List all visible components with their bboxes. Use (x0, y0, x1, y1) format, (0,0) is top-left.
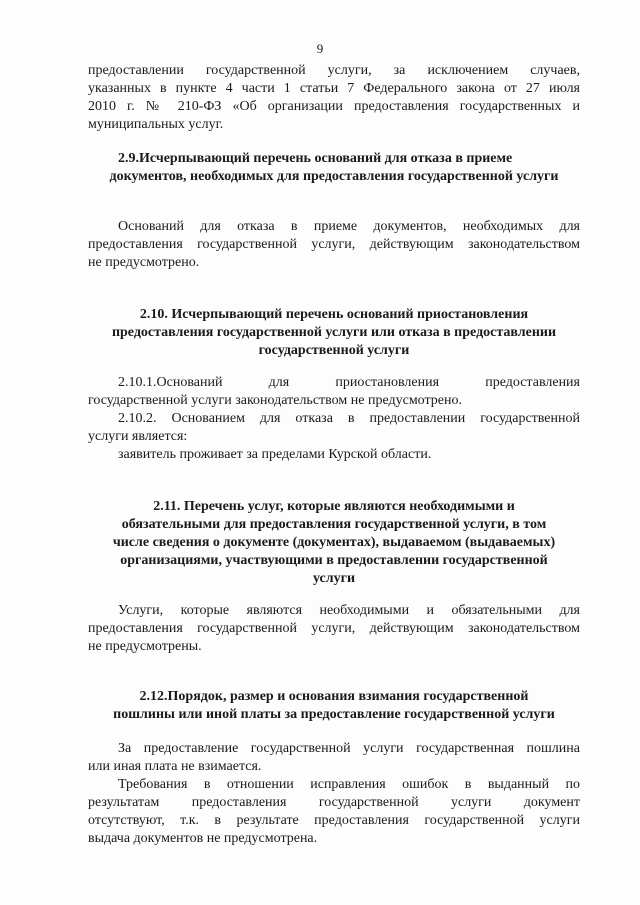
text-line: Требования в отношении исправления ошибок в выданный по (118, 777, 580, 792)
text-line: предоставления государственной услуги, действующим законодательством (88, 621, 580, 636)
text-line: государственной услуги законодательством не предусмотрено. (88, 393, 462, 408)
heading-line: государственной услуги (258, 343, 410, 358)
intro-paragraph (88, 62, 580, 134)
heading-line: 2.9.Исчерпывающий перечень оснований для отказа в приеме (118, 151, 513, 166)
text-line: не предусмотрено. (88, 255, 200, 270)
section-2-10-body (88, 374, 580, 464)
text-line: 2010 г. № 210-ФЗ «Об организации предоставления государственных и (88, 99, 580, 114)
heading-line: 2.11. Перечень услуг, которые являются необходимыми и (153, 499, 515, 514)
heading-line: 2.10. Исчерпывающий перечень оснований приостановления (139, 307, 529, 322)
text-line: выдача документов не предусмотрена. (88, 831, 318, 846)
text-line: заявитель проживает за пределами Курской области. (118, 447, 432, 462)
section-2-11-body (88, 602, 580, 656)
section-2-9-heading (88, 150, 580, 186)
heading-line: обязательными для предоставления государственной услуги, в том (121, 517, 547, 532)
text-line: результатам предоставления государственной услуги документ (88, 795, 580, 810)
heading-line: услуги (312, 571, 356, 586)
text-line: Оснований для отказа в приеме документов, необходимых для (118, 219, 580, 234)
text-line: не предусмотрены. (88, 639, 202, 654)
text-line: 2.10.1.Оснований для приостановления предоставления (118, 375, 580, 390)
section-2-12-heading (88, 688, 580, 724)
heading-line: организациями, участвующими в предоставлении государственной (120, 553, 548, 568)
text-line: предоставления государственной услуги, действующим законодательством (88, 237, 580, 252)
heading-line: 2.12.Порядок, размер и основания взимания государственной (139, 689, 529, 704)
text-line: отсутствуют, т.к. в результате предоставления государственной услуги (88, 813, 580, 828)
section-2-9-body (88, 218, 580, 272)
section-2-10-heading (88, 306, 580, 360)
text-line: За предоставление государственной услуги государственная пошлина (118, 741, 580, 756)
text-line: или иная плата не взимается. (88, 759, 262, 774)
heading-line: пошлины или иной платы за предоставление государственной услуги (113, 707, 555, 722)
text-line: предоставлении государственной услуги, за исключением случаев, (88, 63, 580, 78)
text-line: муниципальных услуг. (88, 117, 224, 132)
page-number: 9 (316, 41, 324, 56)
text-line: 2.10.2. Основанием для отказа в предоставлении государственной (118, 411, 580, 426)
text-line: услуги является: (88, 429, 188, 444)
text-line: Услуги, которые являются необходимыми и обязательными для (118, 603, 580, 618)
heading-line: документов, необходимых для предоставления государственной услуги (109, 169, 559, 184)
section-2-11-heading (88, 498, 580, 588)
heading-line: предоставления государственной услуги или отказа в предоставлении (111, 325, 557, 340)
section-2-12-body (88, 740, 580, 848)
text-line: указанных в пункте 4 части 1 статьи 7 Федерального закона от 27 июля (88, 81, 580, 96)
heading-line: числе сведения о документе (документах), выдаваемом (выдаваемых) (112, 535, 556, 550)
